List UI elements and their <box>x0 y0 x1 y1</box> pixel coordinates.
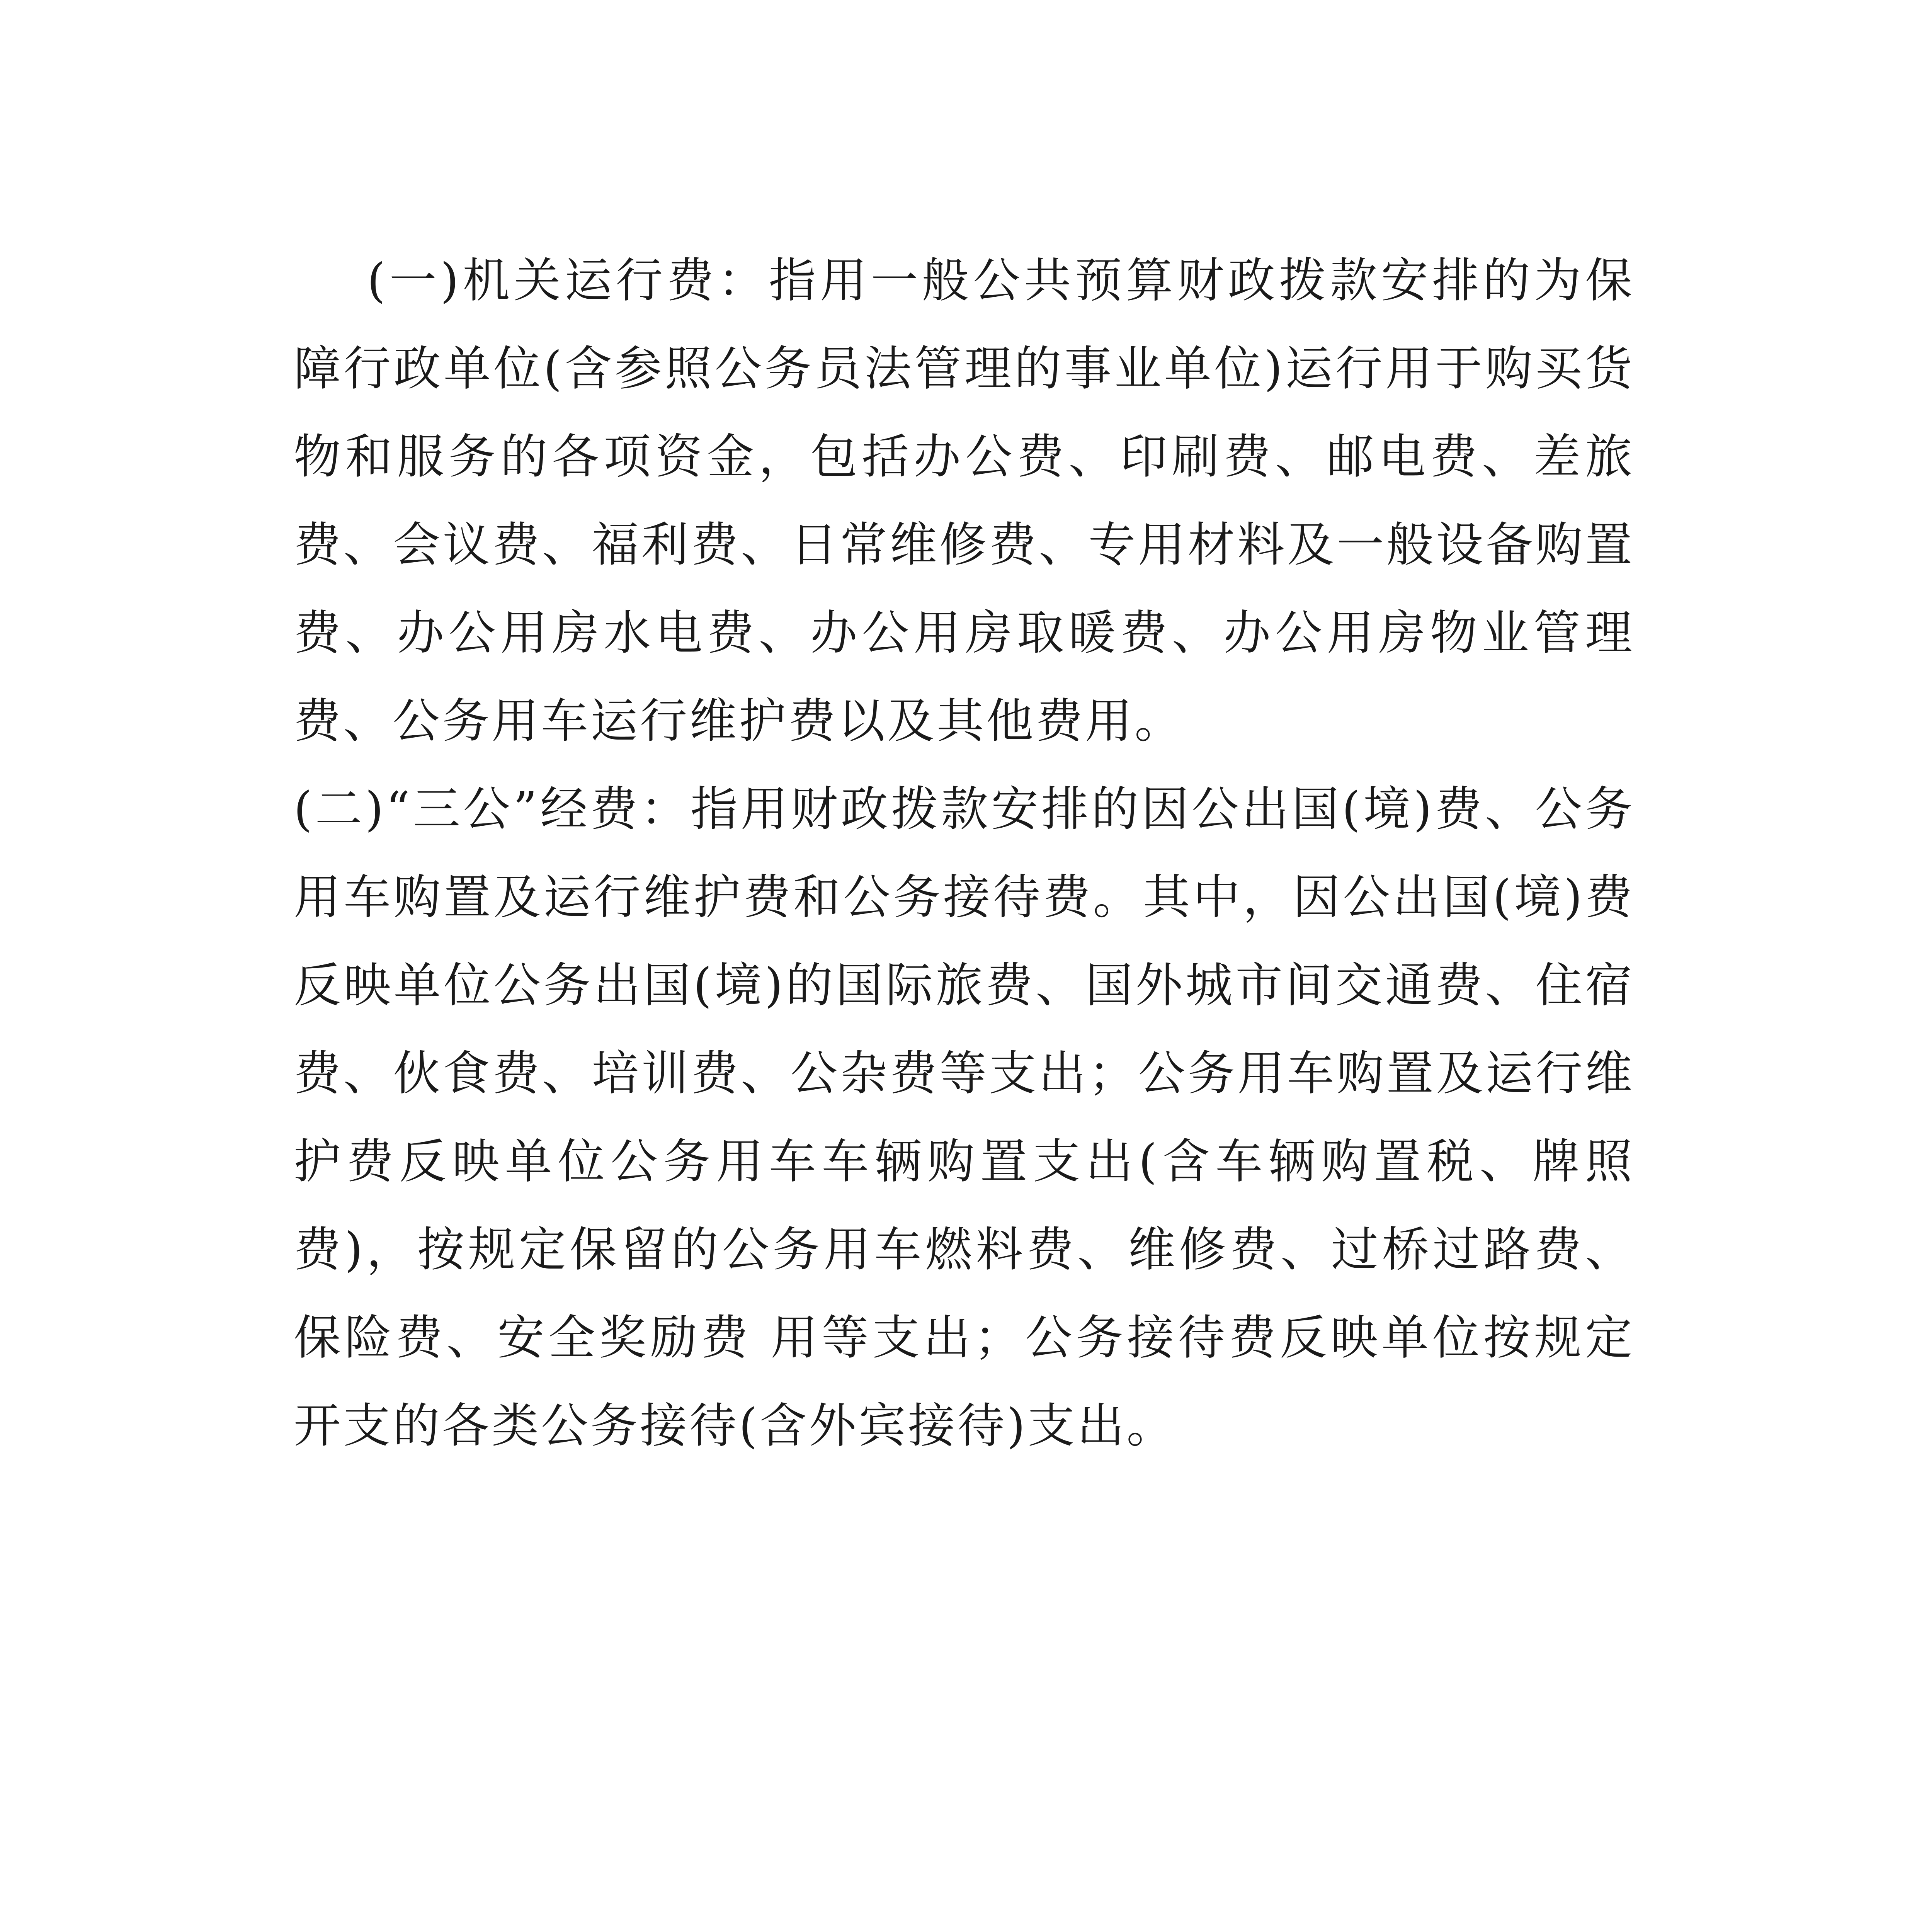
paragraph-three-public-expenses: (二)“三公”经费：指用财政拨款安排的因公出国(境)费、公务用车购置及运行维护费和公务接待费。其中，因公出国(境)费反映单位公务出国(境)的国际旅费、国外城市间交通费、住宿费、伙食费、培训费、公杂费等支出；公务用车购置及运行维护费反映单位公务用车车辆购置支出(含车辆购置税、牌照费)，按规定保留的公务用车燃料费、维修费、过桥过路费、保险费、安全奖励费 用等支出；公务接待费反映单位按规定开支的各类公务接待(含外宾接待)支出。 <box>294 782 1635 1453</box>
paragraph-operating-expenses: (一)机关运行费：指用一般公共预算财政拨款安排的为保障行政单位(含参照公务员法管理的事业单位)运行用于购买货物和服务的各项资金，包括办公费、印刷费、邮电费、差旅费、会议费、福利费、日常维修费、专用材料及一般设备购置费、办公用房水电费、办公用房取暖费、办公用房物业管理费、公务用车运行维护费以及其他费用。 <box>294 253 1635 748</box>
document-body <box>294 236 1635 1470</box>
